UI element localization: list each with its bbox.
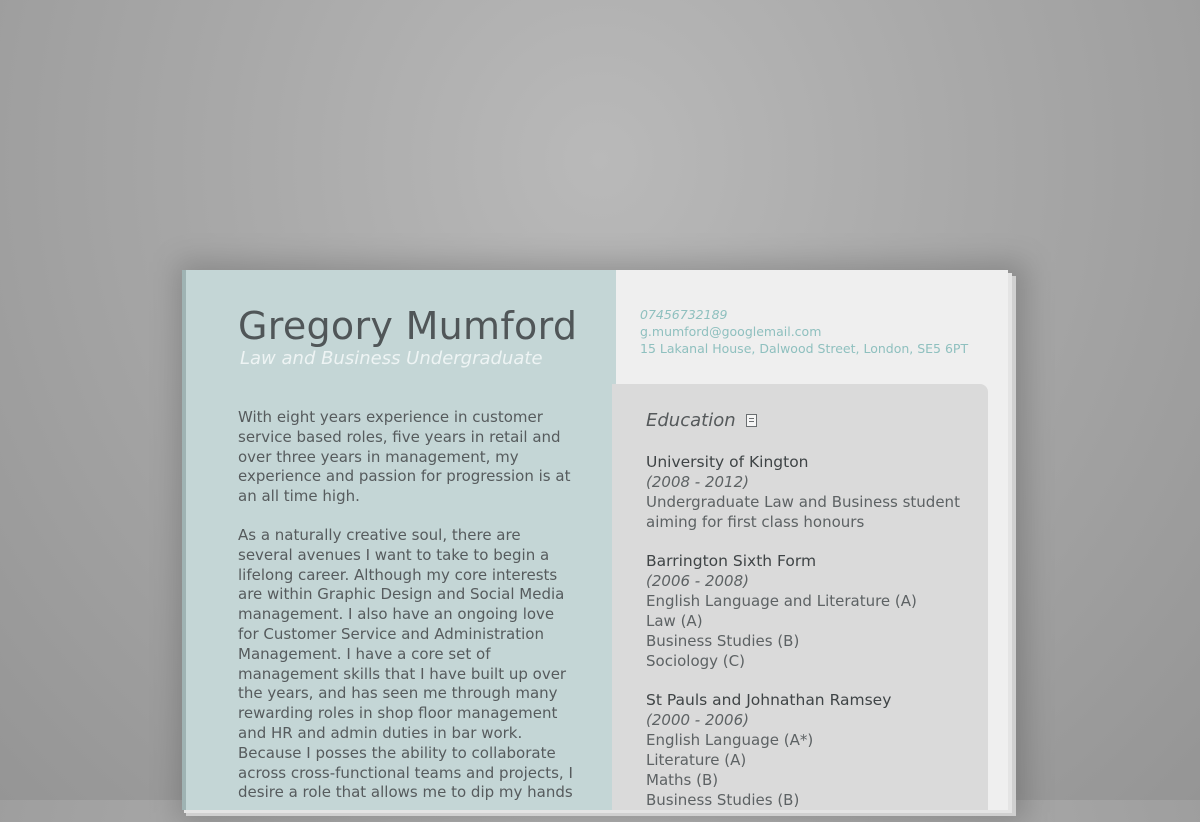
education-entry [646,551,986,671]
school-name: Barrington Sixth Form [646,552,817,570]
bio-section [238,408,578,810]
contact-block [640,306,968,357]
school-detail: Undergraduate Law and Business student [646,493,960,511]
education-heading-label: Education [646,410,736,431]
bio-paragraph: As a naturally creative soul, there are several avenues I want to take to begin a lifelong career. Although my core interests are within Graphic Design and Social Media management. I also have an ongoing love for Customer Service and Administration Management. I have a core set of management skills that I have built up over the years, and has seen me through many rewarding roles in shop floor management and HR and admin duties in bar work. Because I posses the ability to collaborate across cross-functional teams and projects, I desire a role that allows me to dip my hands [238,525,573,802]
school-detail: aiming for first class honours [646,513,865,531]
school-detail: Literature (A) [646,751,747,769]
education-entry [646,690,986,810]
school-detail: Business Studies (B) [646,791,800,809]
school-detail: Business Studies (B) [646,632,800,650]
education-heading [646,410,757,431]
contact-email: g.mumford@googlemail.com [640,324,822,339]
school-detail: English Language and Literature (A) [646,592,917,610]
school-detail: Law (A) [646,612,703,630]
document-icon [746,414,757,427]
candidate-name: Gregory Mumford [238,304,578,348]
school-name: St Pauls and Johnathan Ramsey [646,691,892,709]
school-detail: Sociology (C) [646,652,745,670]
school-detail: Maths (B) [646,771,719,789]
school-name: University of Kington [646,453,809,471]
profile-column [182,270,616,810]
resume-sheet [182,270,1008,810]
school-years: (2006 - 2008) [646,572,750,590]
school-years: (2000 - 2006) [646,711,750,729]
candidate-title: Law and Business Undergraduate [240,348,543,369]
contact-address: 15 Lakanal House, Dalwood Street, London, SE5 6PT [640,341,969,356]
education-entry [646,452,986,532]
school-detail: English Language (A*) [646,731,814,749]
school-years: (2008 - 2012) [646,473,750,491]
education-panel [612,384,988,810]
contact-phone: 07456732189 [640,307,728,322]
education-list [646,452,986,810]
bio-paragraph: With eight years experience in customer service based roles, five years in retail and over three years in management, my experience and passion for progression is at an all time high. [238,408,571,506]
